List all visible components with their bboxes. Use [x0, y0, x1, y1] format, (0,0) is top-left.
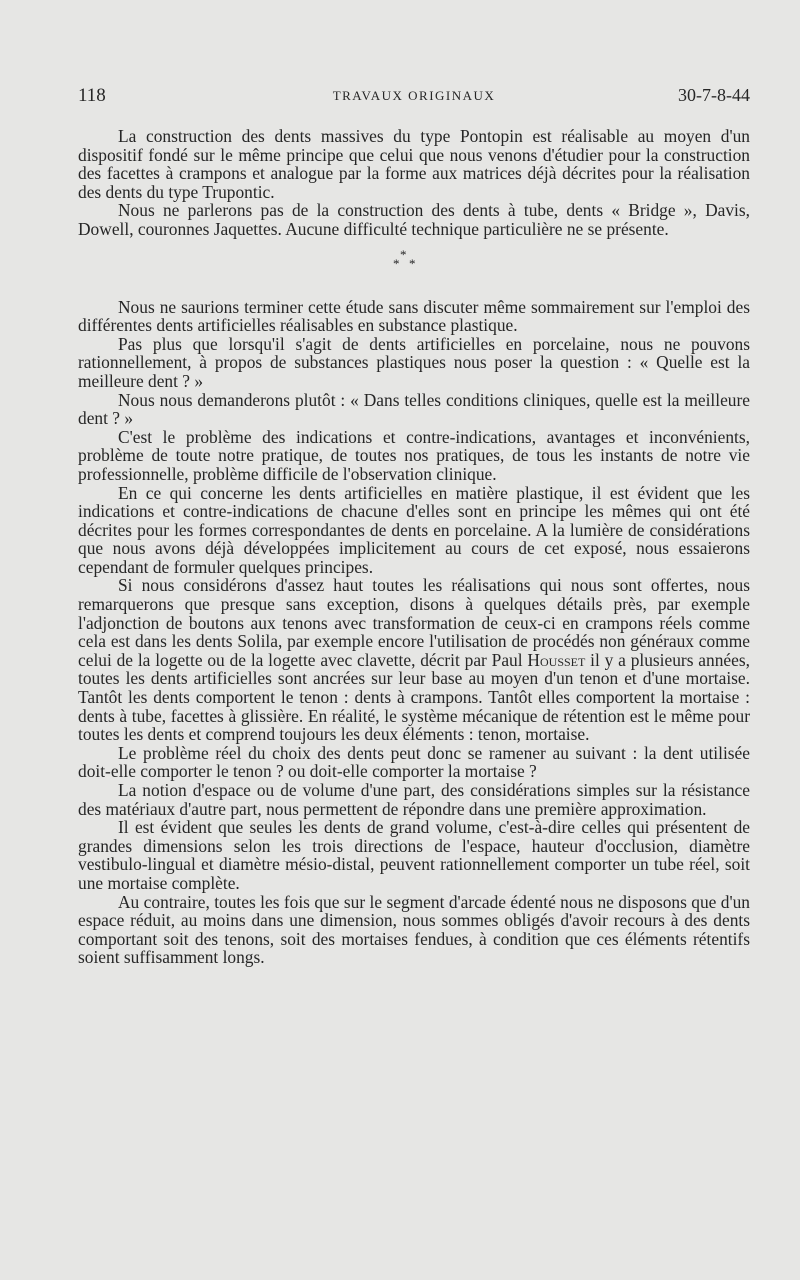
paragraph: Nous ne parlerons pas de la construction des dents à tube, dents « Bridge », Davis, Dowell, couronnes Jaquettes. Aucune difficulté technique particulière ne se présente. [78, 200, 750, 239]
paragraph-text: Si nous considérons d'assez haut toutes les réalisations qui nous sont offertes, nous remarquerons que presque sans exception, disons à quelques détails près, par exemple l'adjonction de boutons aux tenons avec transformation de ceux-ci en crampons réels comme cela est dans les dents Solila, par exemple encore l'utilisation de procédés non généraux comme celui de la logette ou de la logette avec clavette, décrit par Paul [78, 575, 750, 670]
paragraph: Nous nous demanderons plutôt : « Dans telles conditions cliniques, quelle est la meilleure dent ? » [78, 389, 750, 429]
paragraph [78, 576, 750, 743]
page-number: 118 [78, 85, 106, 106]
paragraph: Pas plus que lorsqu'il s'agit de dents artificielles en porcelaine, nous ne pouvons rationnellement, à propos de substances plastiques nous poser la question : « Quelle est la meilleure dent ? » [78, 333, 750, 391]
asterisk: * [409, 255, 416, 271]
section-title: TRAVAUX ORIGINAUX [332, 88, 496, 103]
paragraph: C'est le problème des indications et contre-indications, avantages et inconvénients, problème de toute notre pratique, de toutes nos pratiques, de tous les instants de notre vie professionnelle, problème difficile de l'observation clinique. [78, 426, 750, 484]
asterisk: * [400, 246, 407, 262]
document-page [78, 0, 750, 1280]
paragraph: En ce qui concerne les dents artificielles en matière plastique, il est évident que les indications et contre-indications de chacune d'elles sont en principe les mêmes qui ont été décrites pour les formes correspondantes de dents en porcelaine. A la lumière de considérations que nous avons déjà développées implicitement au cours de cet exposé, nous essaierons cependant de formuler quelques principes. [78, 482, 750, 577]
article-body [78, 127, 750, 967]
paragraph: Le problème réel du choix des dents peut donc se ramener au suivant : la dent utilisée doit-elle comporter le tenon ? ou doit-elle comporter la mortaise ? [78, 742, 750, 782]
section-break-asterism [78, 242, 750, 278]
paragraph: Nous ne saurions terminer cette étude sans discuter même sommairement sur l'emploi des différentes dents artificielles réalisables en substance plastique. [78, 296, 750, 336]
running-header [78, 85, 750, 109]
paragraph-text: il y a plusieurs années, toutes les dents artificielles sont ancrées sur leur base au moyen d'un tenon et d'une mortaise. Tantôt les dents comportent le tenon : dents à crampons. Tantôt elles comportent la mortaise : dents à tube, facettes à glissière. En réalité, le système mécanique de rétention est le même pour toutes les dents et comprend toujours les deux éléments : tenon, mortaise. [78, 649, 750, 745]
paragraph: Au contraire, toutes les fois que sur le segment d'arcade édenté nous ne disposons que d'un espace réduit, au moins dans une dimension, nous sommes obligés d'avoir recours à des dents comportant soit des tenons, soit des mortaises fendues, à condition que ces éléments rétentifs soient suffisamment longs. [78, 891, 750, 968]
paragraph: Il est évident que seules les dents de grand volume, c'est-à-dire celles qui présentent de grandes dimensions selon les trois directions de l'espace, hauteur d'occlusion, diamètre vestibulo-lingual et diamètre mésio-distal, peuvent rationnellement comporter un tube réel, soit une mortaise complète. [78, 817, 750, 893]
issue-date: 30-7-8-44 [678, 85, 750, 105]
asterisk: * [393, 255, 400, 271]
paragraph: La construction des dents massives du type Pontopin est réalisable au moyen d'un dispositif fondé sur le même principe que celui que nous venons d'étudier pour la construction des facettes à crampons et analogue par la forme aux matrices déjà décrites pour la réalisation des dents du type Trupontic. [78, 126, 750, 202]
author-name: Housset [527, 649, 586, 670]
paragraph: La notion d'espace ou de volume d'une part, des considérations simples sur la résistance des matériaux d'autre part, nous permettent de répondre dans une première approximation. [78, 780, 750, 819]
